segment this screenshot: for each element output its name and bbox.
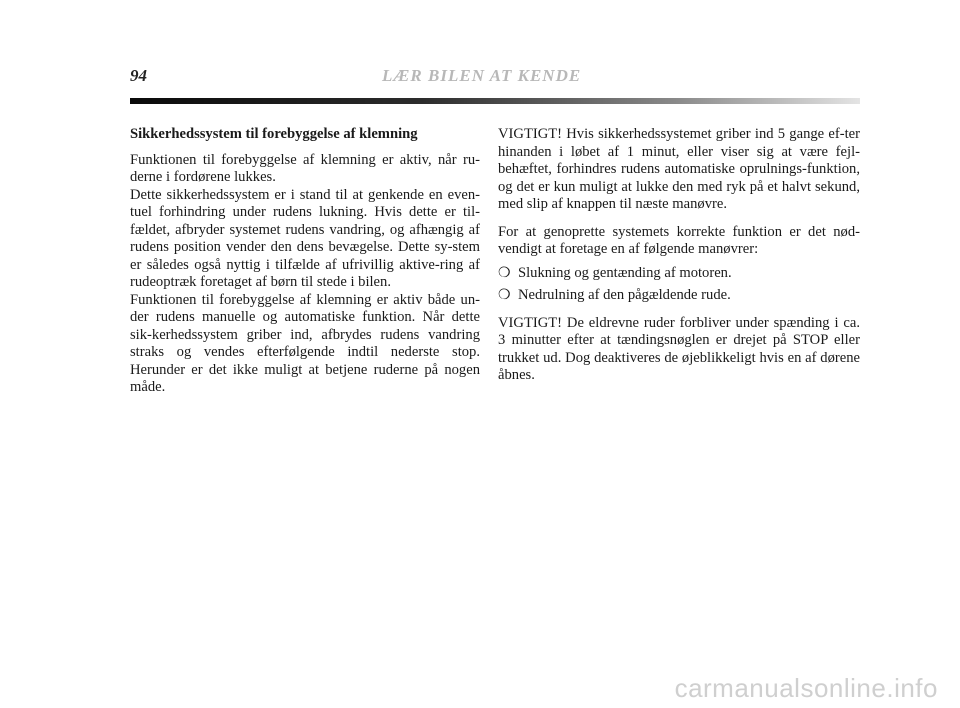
left-column xyxy=(130,126,480,397)
body-paragraph: For at genoprette systemets korrekte funktion er det nød-vendigt at foretage en af følgende manøvrer: xyxy=(498,223,860,257)
list-item xyxy=(498,287,860,305)
warning-paragraph: VIGTIGT! De eldrevne ruder forbliver under spænding i ca. 3 minutter efter at tændingsnøglen er drejet på STOP eller trukket ud. Dog deaktiveres de øjeblikkeligt hvis en af dørene åbnes. xyxy=(498,314,860,383)
section-title: LÆR BILEN AT KENDE xyxy=(382,66,582,85)
list-item-text: Nedrulning af den pågældende rude. xyxy=(518,287,731,303)
header-rule xyxy=(130,98,860,104)
body-paragraph: Funktionen til forebyggelse af klemning er aktiv, når ru-derne i fordørene lukkes. xyxy=(130,151,480,185)
list-item-text: Slukning og gentænding af motoren. xyxy=(518,264,732,281)
body-paragraph: Funktionen til forebyggelse af klemning er aktiv både un-der rudens manuelle og automatiske funktion. Når dette sik-kerhedssystem griber ind, afbrydes rudens vandring straks og vendes efterfølgende indtil nederste stop. Herunder er det ikke muligt at betjene ruderne på nogen måde. xyxy=(130,291,480,395)
circle-bullet-icon: ❍ xyxy=(498,265,511,281)
watermark: carmanualsonline.info xyxy=(674,673,938,703)
right-column xyxy=(498,126,860,385)
warning-paragraph: VIGTIGT! Hvis sikkerhedssystemet griber ind 5 gange ef-ter hinanden i løbet af 1 minut, eller viser sig at være fejl-behæftet, forhindres rudens automatiske oprulnings-funktion, og det er kun muligt at lukke den med ryk på et halvt sekund, med slip af knappen til næste manøvre. xyxy=(498,126,860,212)
section-heading: Sikkerhedssystem til forebyggelse af klemning xyxy=(130,126,418,142)
circle-bullet-icon: ❍ xyxy=(498,288,511,303)
page-number: 94 xyxy=(130,66,147,85)
list-item xyxy=(498,265,860,283)
bullet-list xyxy=(498,265,860,305)
body-paragraph: Dette sikkerhedssystem er i stand til at genkende en even-tuel forhindring under rudens lukning. Hvis dette er til-fældet, afbryder systemet rudens vandring, og afhængig af rudens position vender den dens bevægelse. Dette sy-stem er således også nyttig i tilfælde af ufrivillig aktive-ring af rudeoptræk foretaget af børn til stede i bilen. xyxy=(130,186,480,290)
page-header xyxy=(130,66,860,90)
